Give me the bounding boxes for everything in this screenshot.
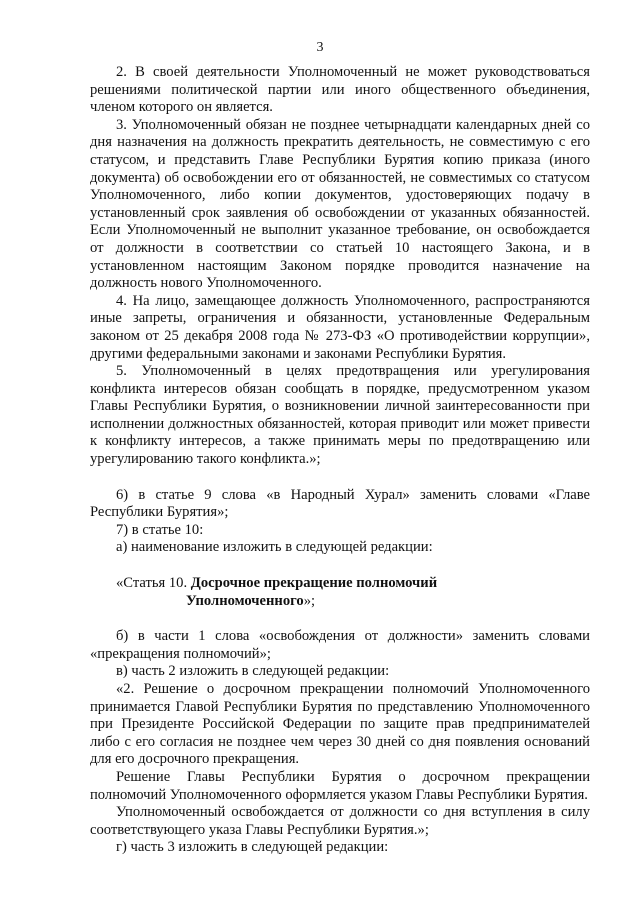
heading-suffix: »; [303, 592, 316, 609]
article-heading [90, 575, 590, 610]
heading-title-line2: Уполномоченного [186, 592, 304, 609]
paragraph-2: 2. В своей деятельности Уполномоченный не может руководствоваться решениями политической партии или иного общественного объединения, членом которого он является. [90, 64, 590, 116]
paragraph-4: 4. На лицо, замещающее должность Уполномоченного, распространяются иные запреты, ограничения и обязанности, установленные Федеральным законом от 25 декабря 2008 года № 273-ФЗ «О противодействии коррупции», другими федеральными законами и законами Республики Бурятия. [90, 292, 590, 362]
new-part-2-para1: «2. Решение о досрочном прекращении полномочий Уполномоченного принимается Главой Республики Бурятия по представлению Уполномоченного при Президенте Российской Федерации по защите прав предпринимателей либо с его согласия не позднее чем через 30 дней со дня появления оснований для его досрочного прекращения. [90, 681, 590, 768]
amendment-item-6: 6) в статье 9 слова «в Народный Хурал» заменить словами «Главе Республики Бурятия»; [90, 486, 590, 521]
new-part-2-para3: Уполномоченный освобождается от должности со дня вступления в силу соответствующего указа Главы Республики Бурятия.»; [90, 804, 590, 838]
amendment-item-7g: г) часть 3 изложить в следующей редакции: [116, 839, 389, 856]
amendment-item-7b: б) в части 1 слова «освобождения от должности» заменить словами «прекращения полномочий»; [90, 628, 590, 662]
page-number: 3 [316, 40, 324, 55]
document-body [90, 64, 590, 857]
amendment-item-7: 7) в статье 10: [116, 521, 204, 538]
paragraph-3: 3. Уполномоченный обязан не позднее четырнадцати календарных дней со дня назначения на должность прекратить деятельность, не совместимую с его статусом, и представить Главе Республики Бурятия копию приказа (иного документа) об освобождении его от обязанностей, не совместимых со статусом Уполномоченного, либо копии документов, удостоверяющих подачу в установленный срок заявления об освобождении от указанных обязанностей. Если Уполномоченный не выполнит указанное требование, он освобождается от должности в соответствии со статьей 10 настоящего Закона, и в установленном настоящим Законом порядке проводится назначение на должность нового Уполномоченного. [90, 116, 590, 292]
new-part-2-para2: Решение Главы Республики Бурятия о досрочном прекращении полномочий Уполномоченного оформляется указом Главы Республики Бурятия. [90, 768, 590, 803]
heading-prefix: «Статья 10. [116, 575, 191, 592]
amendment-item-7v: в) часть 2 изложить в следующей редакции: [116, 663, 390, 680]
amendment-item-7a: а) наименование изложить в следующей редакции: [116, 539, 433, 556]
paragraph-5: 5. Уполномоченный в целях предотвращения или урегулирования конфликта интересов обязан сообщать в порядке, предусмотренном указом Главы Республики Бурятия, о возникновении личной заинтересованности при исполнении должностных обязанностей, которая приводит или может привести к конфликту интересов, а также принимать меры по предотвращению или урегулированию такого конфликта.»; [90, 363, 590, 468]
heading-title-line1: Досрочное прекращение полномочий [190, 575, 438, 592]
